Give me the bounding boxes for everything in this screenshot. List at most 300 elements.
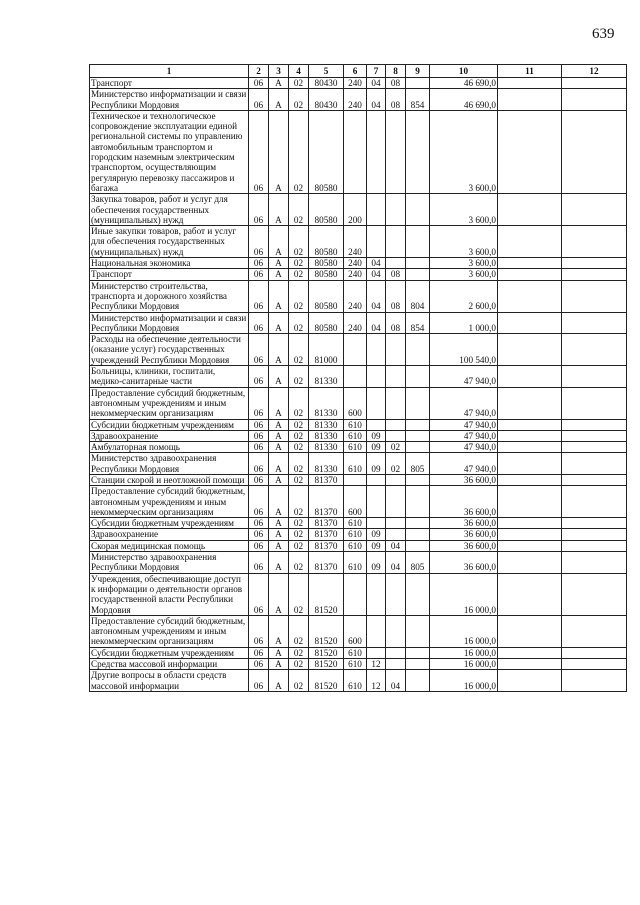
code-4: 02	[289, 647, 309, 658]
code-2: 06	[249, 226, 269, 258]
table-row	[90, 486, 627, 518]
table-row	[90, 334, 627, 366]
ministry-code	[406, 334, 430, 366]
subsection: 04	[386, 552, 406, 574]
amount: 3 600,0	[430, 194, 498, 226]
subsection	[386, 430, 406, 441]
subsection: 08	[386, 78, 406, 89]
code-2: 06	[249, 486, 269, 518]
row-name: Министерство информатизации и связи Республики Мордовия	[90, 89, 249, 111]
col-11	[498, 89, 562, 111]
code-3: А	[269, 573, 289, 615]
table-row	[90, 518, 627, 529]
code-3: А	[269, 486, 289, 518]
col-12	[562, 226, 627, 258]
code-2: 06	[249, 518, 269, 529]
target-code: 81520	[309, 647, 344, 658]
amount: 36 600,0	[430, 474, 498, 485]
target-code: 81330	[309, 442, 344, 453]
expense-type: 200	[344, 194, 367, 226]
table-row	[90, 529, 627, 540]
target-code: 80580	[309, 269, 344, 280]
section: 09	[367, 540, 386, 551]
column-header: 8	[386, 65, 406, 78]
col-12	[562, 442, 627, 453]
table-row	[90, 89, 627, 111]
code-4: 02	[289, 419, 309, 430]
target-code: 81370	[309, 529, 344, 540]
code-3: А	[269, 670, 289, 692]
amount: 16 000,0	[430, 659, 498, 670]
amount: 36 600,0	[430, 540, 498, 551]
subsection	[386, 647, 406, 658]
column-header: 9	[406, 65, 430, 78]
target-code: 80580	[309, 280, 344, 312]
subsection	[386, 226, 406, 258]
target-code: 80430	[309, 89, 344, 111]
section: 04	[367, 280, 386, 312]
table-row	[90, 573, 627, 615]
section	[367, 474, 386, 485]
table-row	[90, 280, 627, 312]
table-row	[90, 312, 627, 334]
section	[367, 573, 386, 615]
expense-type: 240	[344, 269, 367, 280]
target-code: 80430	[309, 78, 344, 89]
subsection: 04	[386, 540, 406, 551]
code-3: А	[269, 518, 289, 529]
expense-type: 610	[344, 647, 367, 658]
expense-type: 240	[344, 89, 367, 111]
table-row	[90, 659, 627, 670]
target-code: 81520	[309, 659, 344, 670]
col-11	[498, 110, 562, 193]
code-2: 06	[249, 110, 269, 193]
amount: 16 000,0	[430, 647, 498, 658]
table-row	[90, 474, 627, 485]
code-4: 02	[289, 269, 309, 280]
ministry-code	[406, 474, 430, 485]
col-12	[562, 269, 627, 280]
table-row	[90, 387, 627, 419]
row-name: Станции скорой и неотложной помощи	[90, 474, 249, 485]
page-number: 639	[592, 26, 615, 42]
table-row	[90, 670, 627, 692]
target-code: 81370	[309, 474, 344, 485]
amount: 47 940,0	[430, 442, 498, 453]
col-12	[562, 280, 627, 312]
row-name: Министерство здравоохранения Республики Мордовия	[90, 453, 249, 475]
row-name: Субсидии бюджетным учреждениям	[90, 647, 249, 658]
code-3: А	[269, 78, 289, 89]
code-4: 02	[289, 89, 309, 111]
table-row	[90, 647, 627, 658]
col-11	[498, 366, 562, 388]
code-4: 02	[289, 226, 309, 258]
col-12	[562, 453, 627, 475]
col-12	[562, 670, 627, 692]
ministry-code	[406, 387, 430, 419]
target-code: 81330	[309, 430, 344, 441]
col-11	[498, 540, 562, 551]
section	[367, 110, 386, 193]
code-2: 06	[249, 529, 269, 540]
expense-type	[344, 366, 367, 388]
target-code: 81330	[309, 387, 344, 419]
code-2: 06	[249, 430, 269, 441]
column-header: 7	[367, 65, 386, 78]
expense-type: 610	[344, 540, 367, 551]
code-3: А	[269, 474, 289, 485]
column-header: 2	[249, 65, 269, 78]
code-2: 06	[249, 78, 269, 89]
table-row	[90, 442, 627, 453]
section	[367, 518, 386, 529]
code-4: 02	[289, 442, 309, 453]
code-4: 02	[289, 573, 309, 615]
table-row	[90, 194, 627, 226]
code-4: 02	[289, 552, 309, 574]
col-12	[562, 430, 627, 441]
column-header: 11	[498, 65, 562, 78]
target-code: 81520	[309, 573, 344, 615]
code-2: 06	[249, 312, 269, 334]
table-row	[90, 258, 627, 269]
col-11	[498, 529, 562, 540]
col-12	[562, 486, 627, 518]
target-code: 81000	[309, 334, 344, 366]
table-row	[90, 226, 627, 258]
ministry-code	[406, 647, 430, 658]
code-2: 06	[249, 419, 269, 430]
row-name: Иные закупки товаров, работ и услуг для обеспечения государственных (муниципальных) нужд	[90, 226, 249, 258]
ministry-code	[406, 194, 430, 226]
target-code: 81370	[309, 518, 344, 529]
table-row	[90, 269, 627, 280]
row-name: Амбулаторная помощь	[90, 442, 249, 453]
amount: 36 600,0	[430, 518, 498, 529]
code-3: А	[269, 387, 289, 419]
code-2: 06	[249, 670, 269, 692]
section: 04	[367, 269, 386, 280]
expense-type: 610	[344, 518, 367, 529]
table-row	[90, 453, 627, 475]
code-2: 06	[249, 540, 269, 551]
code-2: 06	[249, 615, 269, 647]
col-11	[498, 280, 562, 312]
code-3: А	[269, 89, 289, 111]
ministry-code	[406, 430, 430, 441]
code-2: 06	[249, 659, 269, 670]
amount: 36 600,0	[430, 552, 498, 574]
section	[367, 419, 386, 430]
table-row	[90, 419, 627, 430]
ministry-code	[406, 366, 430, 388]
expense-type: 610	[344, 442, 367, 453]
row-name: Предоставление субсидий бюджетным, автономным учреждениям и иным некоммерческим организациям	[90, 615, 249, 647]
col-11	[498, 659, 562, 670]
ministry-code: 854	[406, 89, 430, 111]
section: 04	[367, 89, 386, 111]
target-code: 81370	[309, 552, 344, 574]
subsection: 08	[386, 89, 406, 111]
code-4: 02	[289, 540, 309, 551]
code-4: 02	[289, 334, 309, 366]
ministry-code	[406, 529, 430, 540]
code-4: 02	[289, 670, 309, 692]
col-12	[562, 659, 627, 670]
subsection: 02	[386, 453, 406, 475]
column-header: 4	[289, 65, 309, 78]
row-name: Предоставление субсидий бюджетным, автономным учреждениям и иным некоммерческим организациям	[90, 387, 249, 419]
column-header: 6	[344, 65, 367, 78]
row-name: Другие вопросы в области средств массовой информации	[90, 670, 249, 692]
code-4: 02	[289, 474, 309, 485]
amount: 36 600,0	[430, 529, 498, 540]
col-12	[562, 518, 627, 529]
amount: 3 600,0	[430, 226, 498, 258]
subsection	[386, 529, 406, 540]
section: 09	[367, 442, 386, 453]
code-3: А	[269, 647, 289, 658]
row-name: Здравоохранение	[90, 430, 249, 441]
amount: 3 600,0	[430, 110, 498, 193]
target-code: 80580	[309, 258, 344, 269]
subsection	[386, 110, 406, 193]
amount: 16 000,0	[430, 615, 498, 647]
ministry-code	[406, 226, 430, 258]
expense-type: 610	[344, 670, 367, 692]
code-3: А	[269, 334, 289, 366]
expense-type: 610	[344, 659, 367, 670]
section: 12	[367, 659, 386, 670]
expense-type: 610	[344, 529, 367, 540]
col-12	[562, 312, 627, 334]
subsection	[386, 334, 406, 366]
column-header: 12	[562, 65, 627, 78]
col-12	[562, 366, 627, 388]
code-2: 06	[249, 194, 269, 226]
code-3: А	[269, 540, 289, 551]
ministry-code	[406, 110, 430, 193]
code-2: 06	[249, 387, 269, 419]
ministry-code	[406, 419, 430, 430]
code-3: А	[269, 529, 289, 540]
section	[367, 334, 386, 366]
ministry-code	[406, 442, 430, 453]
subsection	[386, 518, 406, 529]
ministry-code	[406, 670, 430, 692]
code-2: 06	[249, 442, 269, 453]
subsection	[386, 194, 406, 226]
code-3: А	[269, 258, 289, 269]
col-11	[498, 78, 562, 89]
subsection	[386, 659, 406, 670]
row-name: Скорая медицинская помощь	[90, 540, 249, 551]
column-header: 10	[430, 65, 498, 78]
code-2: 06	[249, 89, 269, 111]
code-2: 06	[249, 474, 269, 485]
code-4: 02	[289, 453, 309, 475]
col-11	[498, 442, 562, 453]
subsection: 08	[386, 312, 406, 334]
target-code: 80580	[309, 110, 344, 193]
col-12	[562, 110, 627, 193]
section	[367, 194, 386, 226]
expense-type: 610	[344, 552, 367, 574]
row-name: Расходы на обеспечение деятельности (оказание услуг) государственных учреждений Республики Мордовия	[90, 334, 249, 366]
code-4: 02	[289, 312, 309, 334]
code-2: 06	[249, 269, 269, 280]
row-name: Национальная экономика	[90, 258, 249, 269]
code-3: А	[269, 442, 289, 453]
subsection	[386, 474, 406, 485]
col-11	[498, 670, 562, 692]
table-row	[90, 615, 627, 647]
ministry-code: 805	[406, 453, 430, 475]
col-12	[562, 419, 627, 430]
subsection: 02	[386, 442, 406, 453]
section	[367, 486, 386, 518]
table-row	[90, 78, 627, 89]
section: 12	[367, 670, 386, 692]
amount: 3 600,0	[430, 269, 498, 280]
code-3: А	[269, 453, 289, 475]
row-name: Предоставление субсидий бюджетным, автономным учреждениям и иным некоммерческим организациям	[90, 486, 249, 518]
ministry-code	[406, 540, 430, 551]
amount: 46 690,0	[430, 89, 498, 111]
expense-type: 240	[344, 280, 367, 312]
row-name: Средства массовой информации	[90, 659, 249, 670]
expense-type: 610	[344, 430, 367, 441]
code-4: 02	[289, 280, 309, 312]
column-header: 5	[309, 65, 344, 78]
amount: 47 940,0	[430, 419, 498, 430]
ministry-code	[406, 269, 430, 280]
target-code: 81370	[309, 486, 344, 518]
col-11	[498, 312, 562, 334]
code-3: А	[269, 419, 289, 430]
table-row	[90, 110, 627, 193]
expense-type: 610	[344, 453, 367, 475]
code-3: А	[269, 366, 289, 388]
col-11	[498, 419, 562, 430]
row-name: Учреждения, обеспечивающие доступ к информации о деятельности органов государственной власти Республики Мордовия	[90, 573, 249, 615]
ministry-code: 805	[406, 552, 430, 574]
section: 09	[367, 552, 386, 574]
section	[367, 615, 386, 647]
code-3: А	[269, 226, 289, 258]
code-2: 06	[249, 280, 269, 312]
subsection	[386, 615, 406, 647]
col-12	[562, 573, 627, 615]
amount: 16 000,0	[430, 573, 498, 615]
code-3: А	[269, 312, 289, 334]
col-12	[562, 194, 627, 226]
expense-type: 240	[344, 226, 367, 258]
subsection: 08	[386, 280, 406, 312]
table-row	[90, 366, 627, 388]
target-code: 81330	[309, 419, 344, 430]
expense-type: 240	[344, 312, 367, 334]
column-header: 3	[269, 65, 289, 78]
col-11	[498, 647, 562, 658]
amount: 47 940,0	[430, 366, 498, 388]
col-11	[498, 486, 562, 518]
code-3: А	[269, 110, 289, 193]
code-4: 02	[289, 366, 309, 388]
col-12	[562, 474, 627, 485]
code-4: 02	[289, 430, 309, 441]
amount: 16 000,0	[430, 670, 498, 692]
row-name: Транспорт	[90, 78, 249, 89]
row-name: Министерство здравоохранения Республики Мордовия	[90, 552, 249, 574]
header-row	[90, 65, 627, 78]
expense-type	[344, 110, 367, 193]
col-11	[498, 226, 562, 258]
code-4: 02	[289, 615, 309, 647]
table-row	[90, 430, 627, 441]
ministry-code	[406, 615, 430, 647]
ministry-code: 804	[406, 280, 430, 312]
col-12	[562, 647, 627, 658]
ministry-code: 854	[406, 312, 430, 334]
row-name: Субсидии бюджетным учреждениям	[90, 518, 249, 529]
col-12	[562, 540, 627, 551]
amount: 47 940,0	[430, 453, 498, 475]
code-2: 06	[249, 552, 269, 574]
row-name: Транспорт	[90, 269, 249, 280]
target-code: 81520	[309, 670, 344, 692]
section: 04	[367, 258, 386, 269]
col-11	[498, 453, 562, 475]
code-4: 02	[289, 78, 309, 89]
col-12	[562, 387, 627, 419]
col-12	[562, 615, 627, 647]
subsection	[386, 419, 406, 430]
subsection	[386, 486, 406, 518]
target-code: 81370	[309, 540, 344, 551]
code-4: 02	[289, 529, 309, 540]
col-11	[498, 474, 562, 485]
amount: 100 540,0	[430, 334, 498, 366]
ministry-code	[406, 518, 430, 529]
target-code: 81330	[309, 453, 344, 475]
code-2: 06	[249, 366, 269, 388]
col-11	[498, 334, 562, 366]
expense-type: 600	[344, 615, 367, 647]
col-11	[498, 430, 562, 441]
target-code: 80580	[309, 194, 344, 226]
expense-type: 610	[344, 419, 367, 430]
col-11	[498, 269, 562, 280]
col-11	[498, 194, 562, 226]
code-3: А	[269, 430, 289, 441]
col-12	[562, 258, 627, 269]
code-4: 02	[289, 258, 309, 269]
code-4: 02	[289, 194, 309, 226]
col-11	[498, 552, 562, 574]
target-code: 81330	[309, 366, 344, 388]
ministry-code	[406, 659, 430, 670]
row-name: Министерство информатизации и связи Республики Мордовия	[90, 312, 249, 334]
row-name: Здравоохранение	[90, 529, 249, 540]
code-4: 02	[289, 518, 309, 529]
section: 09	[367, 529, 386, 540]
section	[367, 387, 386, 419]
budget-table	[89, 64, 627, 692]
subsection	[386, 387, 406, 419]
